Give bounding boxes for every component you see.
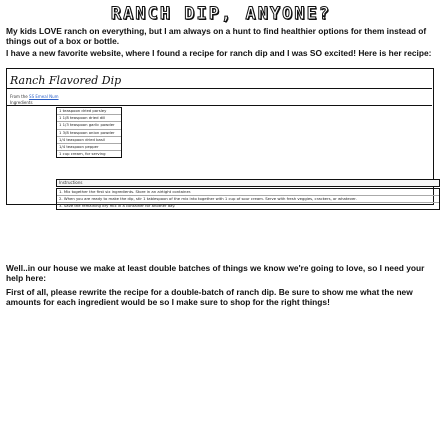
recipe-source-link[interactable]: SS Emeal Num [29,94,59,99]
recipe-title: Ranch Flavored Dip [10,74,122,87]
ingredient-row: 1 teaspoon dried parsley [57,108,121,115]
instructions-label: Instructions [56,179,440,187]
instruction-row: 1. Mix together the first six ingredients. Store in an airtight container. [57,189,439,196]
ingredient-row: 1/4 teaspoon dried basil [57,137,121,144]
recipe-source [10,94,59,99]
instruction-row: 3. Save the remaining dry mix in a container for another day. [59,203,176,208]
double-batch-paragraph: Well..in our house we make at least double batches of things we know we're going to love, so I need your help here: [6,263,425,283]
task-paragraph: First of all, please rewrite the recipe for a double-batch of ranch dip. Be sure to show me what the new amounts for each ingredient would be so I make sure to shop for the right things! [6,287,413,307]
ingredient-row: 1 3/8 teaspoon onion powder [57,130,121,137]
worksheet-title: RANCH DIP, ANYONE? [110,4,332,24]
ingredient-row: 1 1/3 teaspoon garlic powder [57,122,121,129]
ingredient-row: 1/4 teaspoon pepper [57,144,121,151]
ingredients-label: Ingredients [10,100,33,105]
ingredient-row: 1 cup cream, for serving [59,151,106,157]
intro-paragraph: My kids LOVE ranch on everything, but I am always on a hunt to find healthier options for them instead of things out of a box or bottle. [6,26,427,46]
recipe-source-prefix: From the [10,94,28,99]
recipe-title-divider [6,88,432,89]
ingredients-table [56,107,122,158]
instructions-table [56,188,440,210]
instruction-row: 2. When you are ready to make the dip, stir 1 tablespoon of the mix into together with 1 cup of sour cream. Serve with fresh veggies, crackers, or whatever. [57,196,439,203]
ingredients-divider [6,105,432,106]
website-paragraph: I have a new favorite website, where I found a recipe for ranch dip and I was SO excited! Here is her recipe: [6,48,432,58]
ingredient-row: 1 1/8 teaspoon dried dill [57,115,121,122]
